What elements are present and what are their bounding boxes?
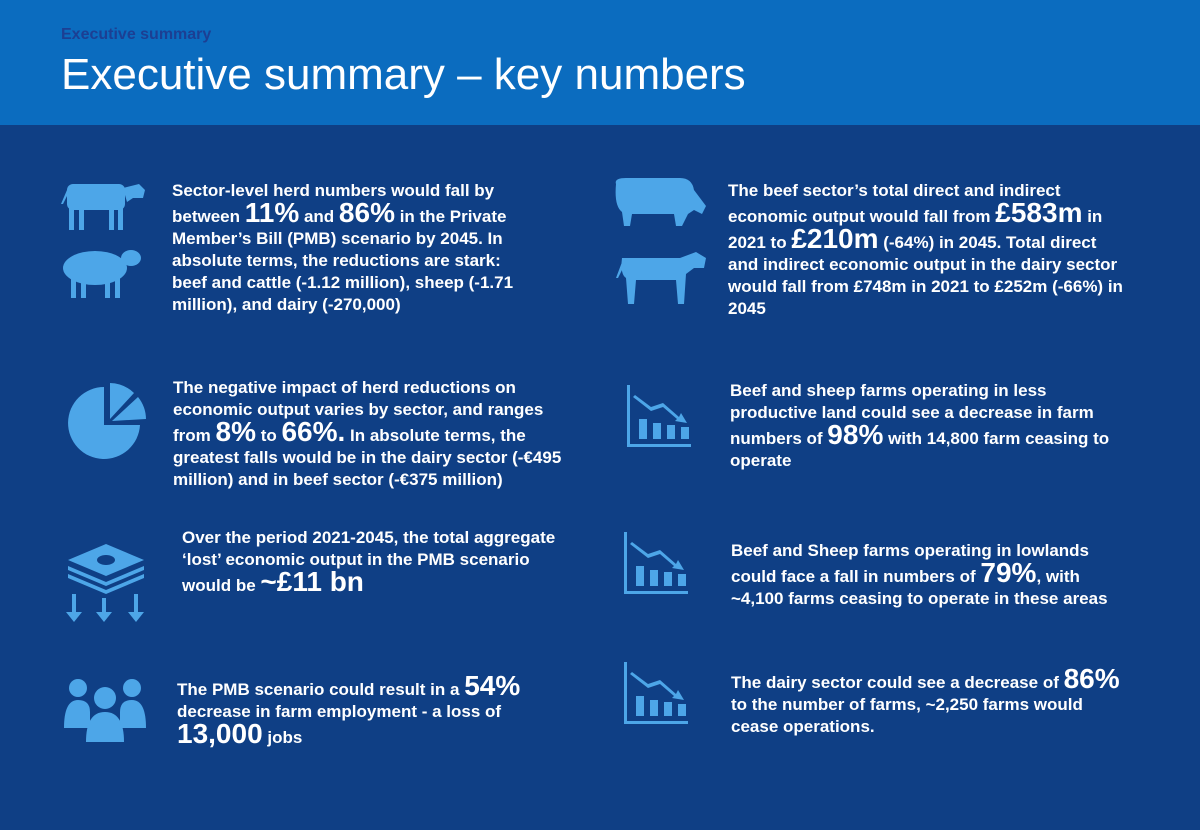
- summary-lowlands: Beef and Sheep farms operating in lowlands could face a fall in numbers of 79%, with ~4,100 farms ceasing to operate in these areas: [731, 541, 1108, 608]
- declining-bar-chart-icon: [627, 385, 691, 447]
- money-stack-down-icon: [64, 542, 148, 622]
- summary-dairy-farms: The dairy sector could see a decrease of 86% to the number of farms, ~2,250 farms would cease operations.: [731, 663, 1120, 736]
- declining-bar-chart-icon: [624, 532, 688, 594]
- pie-chart-icon: [64, 381, 148, 465]
- cow-sheep-icon: [57, 176, 149, 304]
- key-figure: ~£11 bn: [260, 566, 364, 597]
- key-figure: 8%: [215, 416, 256, 447]
- cattle-icon: [610, 176, 710, 310]
- people-group-icon: [64, 676, 146, 742]
- key-figure: 98%: [827, 419, 884, 450]
- page-title: Executive summary – key numbers: [61, 50, 746, 99]
- summary-lost-output: Over the period 2021-2045, the total aggregate ‘lost’ economic output in the PMB scenario would be ~£11 bn: [182, 528, 556, 597]
- key-figure: 86%: [1063, 663, 1120, 694]
- summary-impact-by-sector: The negative impact of herd reductions on economic output varies by sector, and ranges from 8% to 66%. In absolute terms, the greatest falls would be in the dairy sector (-€495 million) and in beef sector (-€375 million): [173, 378, 562, 489]
- key-figure: 11%: [244, 197, 300, 228]
- declining-bar-chart-icon: [624, 662, 688, 724]
- key-figure: £583m: [995, 197, 1083, 228]
- summary-less-productive-land: Beef and sheep farms operating in less productive land could see a decrease in farm numbers of 98% with 14,800 farm ceasing to operate: [730, 381, 1110, 470]
- key-figure: £210m: [791, 223, 879, 254]
- header-band: [0, 0, 1200, 125]
- key-figure: 13,000: [177, 718, 263, 749]
- summary-employment: The PMB scenario could result in a 54% decrease in farm employment - a loss of 13,000 jobs: [177, 670, 521, 749]
- key-figure: 79%: [980, 557, 1037, 588]
- summary-herd-numbers: Sector-level herd numbers would fall by between 11% and 86% in the Private Member’s Bill (PMB) scenario by 2045. In absolute terms, the reductions are stark: beef and cattle (-1.12 million), sheep (-1.71 million), and dairy (-270,000): [172, 181, 514, 314]
- summary-economic-output: The beef sector’s total direct and indirect economic output would fall from £583m in 2021 to £210m (-64%) in 2045. Total direct and indirect economic output in the dairy sector would fall from £748m in 2021 to £252m (-66%) in 2045: [728, 181, 1123, 318]
- key-figure: 86%: [338, 197, 395, 228]
- key-figure: 66%.: [281, 416, 346, 447]
- section-label: Executive summary: [61, 26, 212, 43]
- key-figure: 54%: [464, 670, 521, 701]
